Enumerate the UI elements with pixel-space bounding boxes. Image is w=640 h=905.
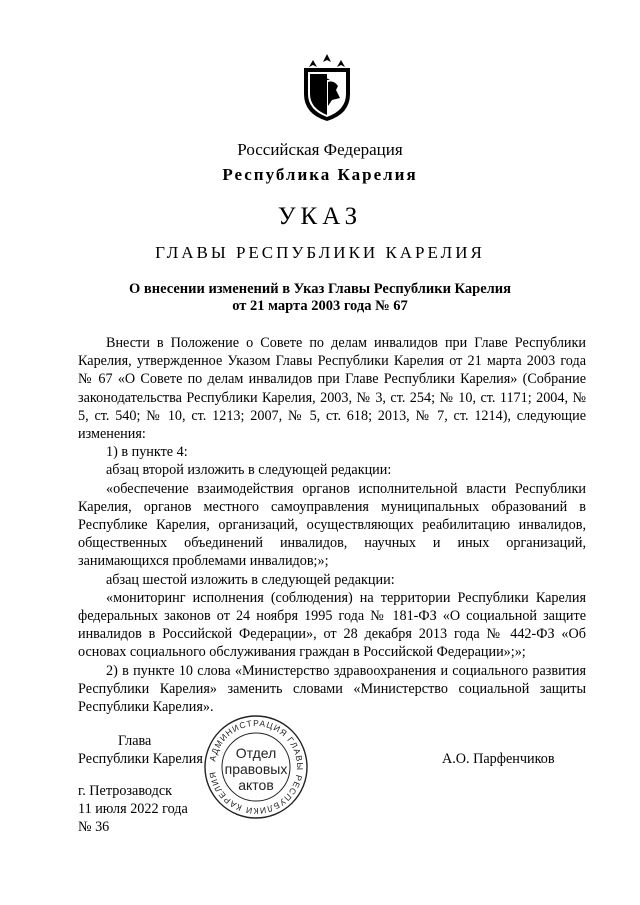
- paragraph-item-2: 2) в пункте 10 слова «Министерство здравоохранения и социального развития Республики Карелия» заменить словами «Министерство социальной защиты Республики Карелия».: [78, 662, 586, 716]
- document-title-line2: от 21 марта 2003 года № 67: [232, 298, 408, 314]
- svg-text:АДМИНИСТРАЦИЯ ГЛАВЫ РЕСПУБЛИКИ: АДМИНИСТРАЦИЯ ГЛАВЫ РЕСПУБЛИКИ КАРЕЛИЯ: [207, 717, 306, 817]
- republic-name: Республика Карелия: [222, 165, 418, 184]
- signatory-title-line2: Республики Карелия: [78, 751, 203, 767]
- document-body: [78, 334, 586, 716]
- document-title: [0, 281, 640, 315]
- signing-date: 11 июля 2022 года: [78, 801, 188, 817]
- paragraph-abzac-2: абзац второй изложить в следующей редакции:: [106, 462, 392, 479]
- document-type: УКАЗ: [277, 203, 363, 230]
- svg-text:актов: актов: [238, 777, 274, 793]
- paragraph-item-1: 1) в пункте 4:: [106, 444, 188, 461]
- karelia-coat-of-arms-icon: [300, 54, 354, 122]
- country-name: Российская Федерация: [237, 140, 403, 159]
- svg-text:Отдел: Отдел: [235, 745, 277, 761]
- paragraph-intro: Внести в Положение о Совете по делам инвалидов при Главе Республики Карелия, утвержденное Указом Главы Республики Карелия от 21 марта 2003 года № 67 «О Совете по делам инвалидов при Главе Республики Карелия» (Собрание законодательства Республики Карелия, 2003, № 3, ст. 254; № 10, ст. 1171; 2004, № 5, ст. 540; № 10, ст. 1213; 2007, № 5, ст. 618; 2013, № 7, ст. 1214), следующие изменения:: [78, 335, 586, 443]
- document-number: № 36: [78, 819, 110, 835]
- signatory-name: А.О. Парфенчиков: [442, 751, 555, 767]
- paragraph-abzac-6-text: «мониторинг исполнения (соблюдения) на территории Республики Карелия федеральных законов от 24 ноября 1995 года № 181-ФЗ «О социальной защите инвалидов в Российской Федерации», от 28 декабря 2013 года № 442-ФЗ «Об основах социального обслуживания граждан в Российской Федерации»;»;: [78, 589, 586, 661]
- issuer: ГЛАВЫ РЕСПУБЛИКИ КАРЕЛИЯ: [155, 243, 485, 262]
- signing-place: г. Петрозаводск: [78, 783, 173, 799]
- legal-department-stamp: [202, 713, 310, 821]
- paragraph-abzac-2-text: «обеспечение взаимодействия органов исполнительной власти Республики Карелия, органов местного самоуправления муниципальных образований в Республике Карелия, организаций, осуществляющих реабилитацию инвалидов, общественных объединений инвалидов, научных и иных организаций, занимающихся проблемами инвалидов;»;: [78, 480, 586, 570]
- paragraph-abzac-6: абзац шестой изложить в следующей редакции:: [106, 571, 395, 588]
- document-title-line1: О внесении изменений в Указ Главы Республики Карелия: [129, 281, 511, 297]
- signatory-title-line1: Глава: [118, 733, 152, 749]
- svg-text:правовых: правовых: [224, 761, 288, 777]
